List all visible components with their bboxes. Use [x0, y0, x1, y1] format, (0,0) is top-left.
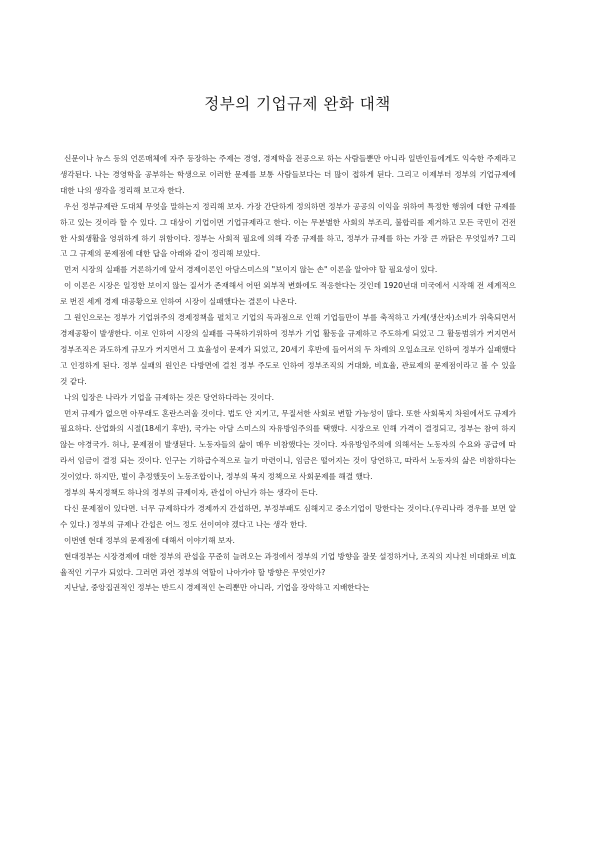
- paragraph: 먼저 규제가 없으면 아무래도 혼란스러울 것이다. 법도 안 지키고, 무질서한 사회로 변할 가능성이 많다. 또한 사회복지 차원에서도 규제가 필요하다. 산업화의 시절(18세기 후반), 국가는 아담 스미스의 자유방임주의를 택했다. 시장으로 인해 가격이 결정되고, 정부는 참여 하지 않는 야경국가. 허나, 문제점이 발생된다. 노동자들의 삶이 매우 비참했다는 것이다. 자유방임주의에 의해서는 노동자의 수요와 공급에 따라서 임금이 결정 되는 것이다. 인구는 기하급수적으로 늘기 마련이니, 임금은 떨어지는 것이 당연하고, 따라서 노동자의 삶은 비참하다는 것이었다. 하지만, 벌이 추정했듯이 노동조합이나, 정부의 복지 정책으로 사회문제를 해결 했다.: [60, 408, 517, 482]
- paragraph: 정부의 복지정책도 하나의 정부의 규제이자, 관섭이 아닌가 하는 생각이 든다.: [64, 488, 318, 498]
- paragraph: 우선 정부규제란 도대체 무엇을 말하는지 정리해 보자. 가장 간단하게 정의하면 정부가 공공의 이익을 위하여 특정한 행위에 대한 규제를 하고 있는 것이라 할 수 있다. 그 대상이 기업이면 기업규제라고 한다. 이는 무분별한 사회의 부조리, 불합리를 제거하고 모든 국민이 건전한 사회생활을 영위하게 하기 위함이다. 정부는 사회적 필요에 의해 각종 규제를 하고, 정부가 규제를 하는 가장 큰 까닭은 무엇일까? 그리고 그 규제의 문제점에 대한 답을 아래와 같이 정리해 보았다.: [60, 201, 516, 259]
- page-title: 정부의 기업규제 완화 대책: [204, 95, 391, 113]
- paragraph: 나의 입장은 나라가 기업을 규제하는 것은 당연하다라는 것이다.: [64, 392, 275, 402]
- paragraph: 이번엔 현대 정부의 문제점에 대해서 이야기해 보자.: [64, 535, 235, 545]
- document-body: [60, 151, 516, 596]
- paragraph: 이 이론은 시장은 일정한 보이지 않는 질서가 존재해서 어떤 외부적 변화에도 적응한다는 것인데 1920년대 미국에서 시작해 전 세계적으로 번진 세계 경제 대공황으로 인하여 시장이 실패했다는 결론이 나온다.: [60, 281, 516, 307]
- paragraph: 현대정부는 시장경제에 대한 정부의 관섭을 꾸준히 늘려오는 과정에서 정부의 기업 방향을 잘못 설정하거나, 조직의 지나친 비대화로 비효율적인 기구가 되었다. 그러면 과연 정부의 역할이 나아가야 할 방향은 무엇인가?: [60, 551, 516, 577]
- paragraph: 신문이나 뉴스 등의 언론매체에 자주 등장하는 주제는 경영, 경제학을 전공으로 하는 사람들뿐만 아니라 일반인들에게도 익숙한 주제라고 생각된다. 나는 경영학을 공부하는 학생으로 이러한 문제를 보통 사람들보다는 더 많이 접하게 된다. 그리고 이제부터 정부의 기업규제에 대한 나의 생각을 정리해 보고자 한다.: [60, 154, 516, 195]
- paragraph: 먼저 시장의 실패를 거론하기에 앞서 경제이론인 아담스미스의 "보이지 않는 손" 이론을 알아야 할 필요성이 있다.: [64, 265, 438, 275]
- paragraph: 지난날, 중앙집권적인 정부는 반드시 경제적인 논리뿐만 아니라, 기업을 장악하고 지배한다는: [64, 583, 370, 593]
- paragraph: 다신 문제점이 있다면. 너무 규제하다가 경제까지 간섭하면, 부정부패도 심해지고 중소기업이 망한다는 것이다.(우리나라 경우를 보면 알 수 있다.) 정부의 규제나 간섭은 어느 정도 선이여야 겠다고 나는 생각 한다.: [60, 503, 516, 529]
- paragraph: 그 원인으로는 정부가 기업위주의 경제정책을 펼치고 기업의 독과점으로 인해 기업들만이 부를 축적하고 가계(생산자)소비가 위축되면서 경제공황이 발생한다. 이로 인하여 시장의 실패를 극복하기위하여 정부가 기업 활동을 규제하고 주도하게 되었고 그 활동범위가 커지면서 정부조직은 과도하게 규모가 커지면서 그 효율성이 문제가 되었고, 20세기 후반에 들어서의 두 차례의 오일쇼크로 인하여 정부가 실패했다고 인정하게 된다. 정부 실패의 원인은 다방면에 걸친 정부 주도로 인하여 정부조직의 거대화, 비효율, 관료제의 문제점이라고 볼 수 있을 것 같다.: [60, 313, 516, 386]
